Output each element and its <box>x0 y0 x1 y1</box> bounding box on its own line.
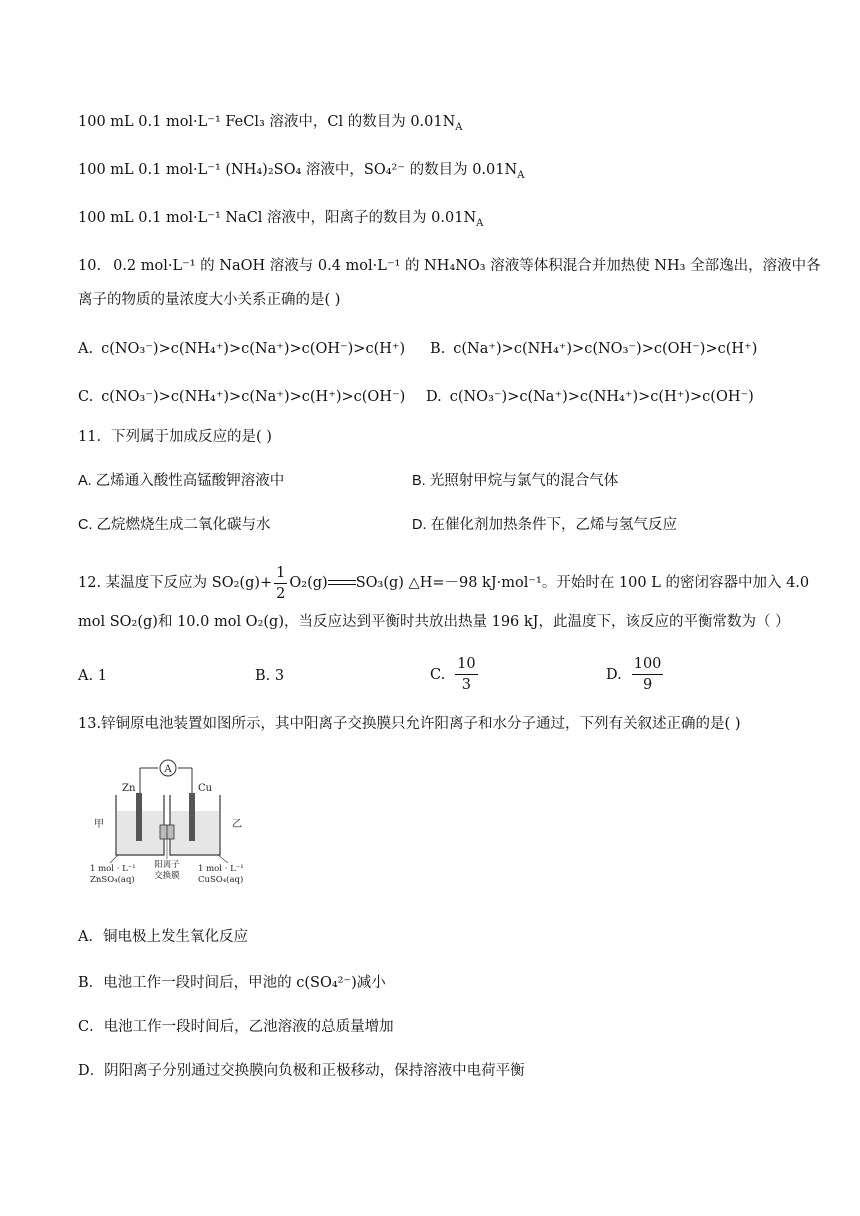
q11-option-c: C. 乙烷燃烧生成二氧化碳与水 <box>78 517 271 533</box>
q12-option-d-num: 100 <box>632 654 664 675</box>
q12-post: SO₃(g) △H=－98 kJ·mol⁻¹。开始时在 100 L 的密闭容器中加入 4.0 <box>355 575 810 591</box>
zn-label: Zn <box>122 783 136 794</box>
q10-option-c-label: C. <box>78 389 94 405</box>
q13-option-a: A．铜电极上发生氧化反应 <box>78 929 248 945</box>
q12-option-c-fraction <box>455 654 477 695</box>
zn-electrode <box>136 793 142 841</box>
ammeter-label: A <box>164 764 172 775</box>
equilibrium-arrow-icon <box>328 578 356 588</box>
q11-option-b: B. 光照射甲烷与氯气的混合气体 <box>412 473 619 489</box>
leader-left <box>110 855 118 863</box>
q12-option-d <box>606 654 665 695</box>
q9-option-c-sub: A <box>517 169 525 181</box>
q9-option-c-text: 100 mL 0.1 mol·L⁻¹ (NH₄)₂SO₄ 溶液中，SO₄²⁻ 的数目为 0.01N <box>78 162 518 178</box>
q10-option-a-text: c(NO₃⁻)>c(NH₄⁺)>c(Na⁺)>c(OH⁻)>c(H⁺) <box>101 341 406 357</box>
q9-option-d <box>78 208 483 234</box>
q12-stem-line2: mol SO₂(g)和 10.0 mol O₂(g)，当反应达到平衡时共放出热量 196 kJ，此温度下，该反应的平衡常数为（ ） <box>78 614 790 630</box>
q10-line1-text: 0.2 mol·L⁻¹ 的 NaOH 溶液与 0.4 mol·L⁻¹ 的 NH₄NO₃ 溶液等体积混合并加热使 NH₃ 全部逸出，溶液中各 <box>113 258 821 274</box>
q12-half-fraction <box>274 563 287 604</box>
left-pool-label: 甲 <box>94 819 104 830</box>
q10-option-d-text: c(NO₃⁻)>c(Na⁺)>c(NH₄⁺)>c(H⁺)>c(OH⁻) <box>449 389 754 405</box>
q10-option-b-label: B. <box>430 341 446 357</box>
galvanic-cell-diagram <box>88 755 256 890</box>
q13-option-d: D．阴阳离子分别通过交换膜向负极和正极移动，保持溶液中电荷平衡 <box>78 1063 525 1079</box>
q11-stem: 11．下列属于加成反应的是( ) <box>78 429 272 445</box>
q9-option-c <box>78 160 524 186</box>
right-pool-label: 乙 <box>232 819 242 830</box>
q10-option-c <box>78 387 405 407</box>
q13-stem: 13.锌铜原电池装置如图所示，其中阳离子交换膜只允许阳离子和水分子通过，下列有关叙述正确的是( ) <box>78 716 741 732</box>
membrane-label-2: 交换膜 <box>154 871 180 881</box>
q12-pre: 12. 某温度下反应为 SO₂(g)+ <box>78 575 273 591</box>
right-conc-label: 1 mol · L⁻¹ <box>198 864 244 874</box>
q10-option-a <box>78 339 405 359</box>
q9-option-b-text: 100 mL 0.1 mol·L⁻¹ FeCl₃ 溶液中，Cl 的数目为 0.01N <box>78 114 456 130</box>
left-conc-label: 1 mol · L⁻¹ <box>90 864 136 874</box>
left-sol-label: ZnSO₄(aq) <box>90 875 135 885</box>
q10-option-b-text: c(Na⁺)>c(NH₄⁺)>c(NO₃⁻)>c(OH⁻)>c(H⁺) <box>453 341 758 357</box>
q13-option-c: C．电池工作一段时间后，乙池溶液的总质量增加 <box>78 1019 394 1035</box>
membrane-label-1: 阳离子 <box>154 860 180 870</box>
q10-option-c-text: c(NO₃⁻)>c(NH₄⁺)>c(Na⁺)>c(H⁺)>c(OH⁻) <box>101 389 406 405</box>
q10-stem-line2: 离子的物质的量浓度大小关系正确的是( ) <box>78 292 341 308</box>
q10-option-d <box>426 387 754 407</box>
right-sol-label: CuSO₄(aq) <box>198 875 244 885</box>
q12-stem-line1 <box>78 560 809 606</box>
q12-option-a: A. 1 <box>78 668 107 684</box>
q12-half-den: 2 <box>276 585 286 602</box>
q12-mid: O₂(g) <box>289 575 328 591</box>
q10-option-b <box>430 339 757 359</box>
q10-stem-line1 <box>78 256 821 276</box>
q12-option-d-fraction <box>632 654 664 695</box>
q9-option-d-sub: A <box>476 217 484 229</box>
q12-option-c-den: 3 <box>461 677 472 693</box>
q9-option-b <box>78 112 463 138</box>
q12-option-c-label: C. <box>430 666 446 683</box>
q10-option-a-label: A. <box>78 341 94 357</box>
cu-label: Cu <box>198 783 213 794</box>
q12-option-b: B. 3 <box>255 668 285 684</box>
q12-option-d-label: D. <box>606 666 622 683</box>
q10-number: 10. <box>78 258 102 274</box>
q13-option-b: B．电池工作一段时间后，甲池的 c(SO₄²⁻)减小 <box>78 975 386 991</box>
q12-half-num: 1 <box>274 563 287 584</box>
q12-option-d-den: 9 <box>642 677 653 693</box>
cu-electrode <box>189 793 195 841</box>
q12-option-c-num: 10 <box>455 654 477 675</box>
q11-option-d: D. 在催化剂加热条件下，乙烯与氢气反应 <box>412 517 678 533</box>
q9-option-d-text: 100 mL 0.1 mol·L⁻¹ NaCl 溶液中，阳离子的数目为 0.01N <box>78 210 477 226</box>
q12-option-c <box>430 654 480 695</box>
q10-option-d-label: D. <box>426 389 442 405</box>
q11-option-a: A. 乙烯通入酸性高锰酸钾溶液中 <box>78 473 285 489</box>
leader-right <box>218 855 228 863</box>
q9-option-b-sub: A <box>455 121 463 133</box>
